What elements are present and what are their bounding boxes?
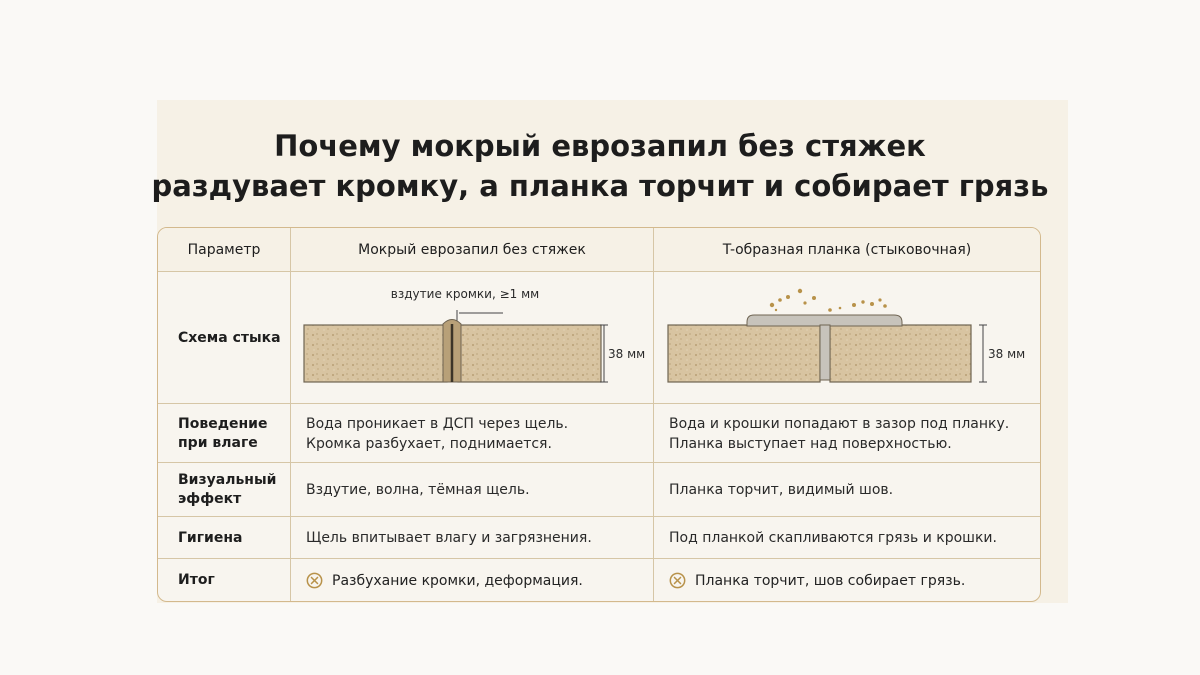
wet-cut-joint-svg xyxy=(291,272,653,404)
page-title xyxy=(0,126,1200,206)
wet-cut-result-text: Разбухание кромки, деформация. xyxy=(332,572,583,589)
table-row-moisture xyxy=(158,403,1040,463)
wet-cut-diagram xyxy=(291,272,654,404)
wet-cut-moisture-text: Вода проникает в ДСП через щель. Кромка разбухает, поднимается. xyxy=(291,404,654,463)
thickness-label-left: 38 мм xyxy=(608,347,646,361)
wet-cut-visual-text: Вздутие, волна, тёмная щель. xyxy=(291,463,654,517)
table-row-scheme xyxy=(158,271,1040,404)
chipboard-left-panel xyxy=(668,325,820,382)
row-label-moisture: Поведение при влаге xyxy=(158,404,291,463)
header-param: Параметр xyxy=(158,228,291,271)
t-strip-visual-text: Планка торчит, видимый шов. xyxy=(669,482,894,498)
title-line-1: Почему мокрый еврозапил без стяжек xyxy=(274,129,926,163)
row-label-visual: Визуальный эффект xyxy=(158,463,291,517)
table-row-result xyxy=(158,558,1040,602)
table-row-hygiene xyxy=(158,516,1040,559)
t-strip-cap xyxy=(747,315,902,326)
row-label-hygiene: Гигиена xyxy=(158,517,291,559)
wet-cut-result xyxy=(291,559,654,602)
thickness-label-right: 38 мм xyxy=(988,347,1026,361)
t-strip-diagram xyxy=(654,272,1040,404)
header-t-strip: T-образная планка (стыковочная) xyxy=(722,241,972,258)
table-header-row xyxy=(158,228,1040,271)
chipboard-right-panel xyxy=(830,325,971,382)
title-line-2: раздувает кромку, а планка торчит и собирает грязь xyxy=(151,169,1049,203)
wet-cut-hygiene-text: Щель впитывает влагу и загрязнения. xyxy=(291,517,654,559)
row-label-result: Итог xyxy=(158,559,291,602)
comparison-table xyxy=(157,227,1041,602)
chipboard-left-panel xyxy=(304,325,447,382)
header-wet-cut: Мокрый еврозапил без стяжек xyxy=(291,228,654,271)
t-strip-hygiene-text: Под планкой скапливаются грязь и крошки. xyxy=(669,530,997,546)
row-label-scheme: Схема стыка xyxy=(158,272,291,404)
t-strip-result-text: Планка торчит, шов собирает грязь. xyxy=(695,572,966,589)
t-strip-joint-svg xyxy=(654,272,1040,404)
swelling-annotation: вздутие кромки, ≥1 мм xyxy=(390,287,540,301)
chipboard-right-panel xyxy=(458,325,601,382)
x-circle-icon xyxy=(669,572,686,589)
t-strip-stem xyxy=(820,325,830,380)
crumbs xyxy=(770,289,887,312)
x-circle-icon xyxy=(306,572,323,589)
t-strip-moisture-text: Вода и крошки попадают в зазор под планку. Планка выступает над поверхностью. xyxy=(669,415,1010,452)
t-strip-result xyxy=(654,559,1040,602)
table-row-visual xyxy=(158,462,1040,517)
